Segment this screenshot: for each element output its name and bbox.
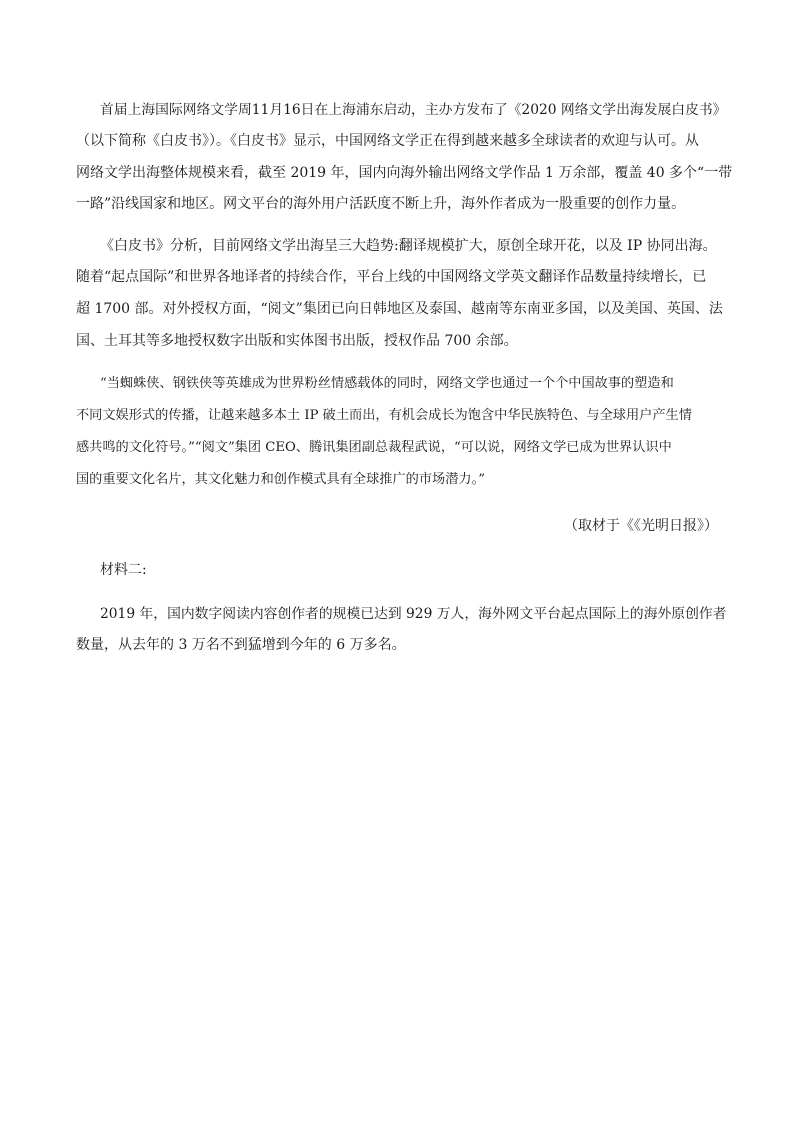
section-heading-material-2: 材料二: — [100, 562, 147, 578]
text-line: 数量，从去年的 3 万名不到猛增到今年的 6 万多名。 — [76, 637, 406, 653]
source-citation: （取材于《《光明日报》） — [564, 518, 718, 534]
text-line: 《白皮书》分析，目前网络文学出海呈三大趋势:翻译规模扩大，原创全球开花，以及 IP 协同出海。 — [100, 238, 717, 254]
text-line: 不同文娱形式的传播，让越来越多本土 IP 破土而出，有机会成长为饱含中华民族特色、与全球用户产生情 — [76, 408, 692, 423]
text-line: 感共鸣的文化符号。”“阅文”集团 CEO、腾讯集团副总裁程武说，“可以说，网络文学已成为世界认识中 — [76, 440, 672, 455]
text-line: 随着“起点国际”和世界各地译者的持续合作，平台上线的中国网络文学英文翻译作品数量持续增长，已 — [76, 269, 707, 285]
text-line: “当蜘蛛侠、钢铁侠等英雄成为世界粉丝情感载体的同时，网络文学也通过一个个中国故事的塑造和 — [100, 376, 674, 391]
text-line: （以下简称《白皮书》）。《白皮书》显示，中国网络文学正在得到越来越多全球读者的欢迎与认可。从 — [76, 133, 699, 149]
text-line: 2019 年，国内数字阅读内容创作者的规模已达到 929 万人，海外网文平台起点国际上的海外原创作者 — [100, 606, 727, 622]
text-line: 超 1700 部。对外授权方面，“阅文”集团已向日韩地区及泰国、越南等东南亚多国，以及美国、英国、法 — [76, 301, 723, 317]
text-line: 首届上海国际网络文学周11月16日在上海浦东启动，主办方发布了《2020 网络文学出海发展白皮书》 — [100, 102, 727, 118]
text-line: 一路”沿线国家和地区。网文平台的海外用户活跃度不断上升，海外作者成为一股重要的创作力量。 — [76, 196, 686, 212]
text-line: 国的重要文化名片，其文化魅力和创作模式具有全球推广的市场潜力。” — [76, 472, 485, 487]
text-line: 网络文学出海整体规模来看，截至 2019 年，国内向海外输出网络文学作品 1 万余部，覆盖 40 多个“一带 — [76, 165, 733, 181]
text-line: 国、土耳其等多地授权数字出版和实体图书出版，授权作品 700 余部。 — [76, 333, 518, 349]
